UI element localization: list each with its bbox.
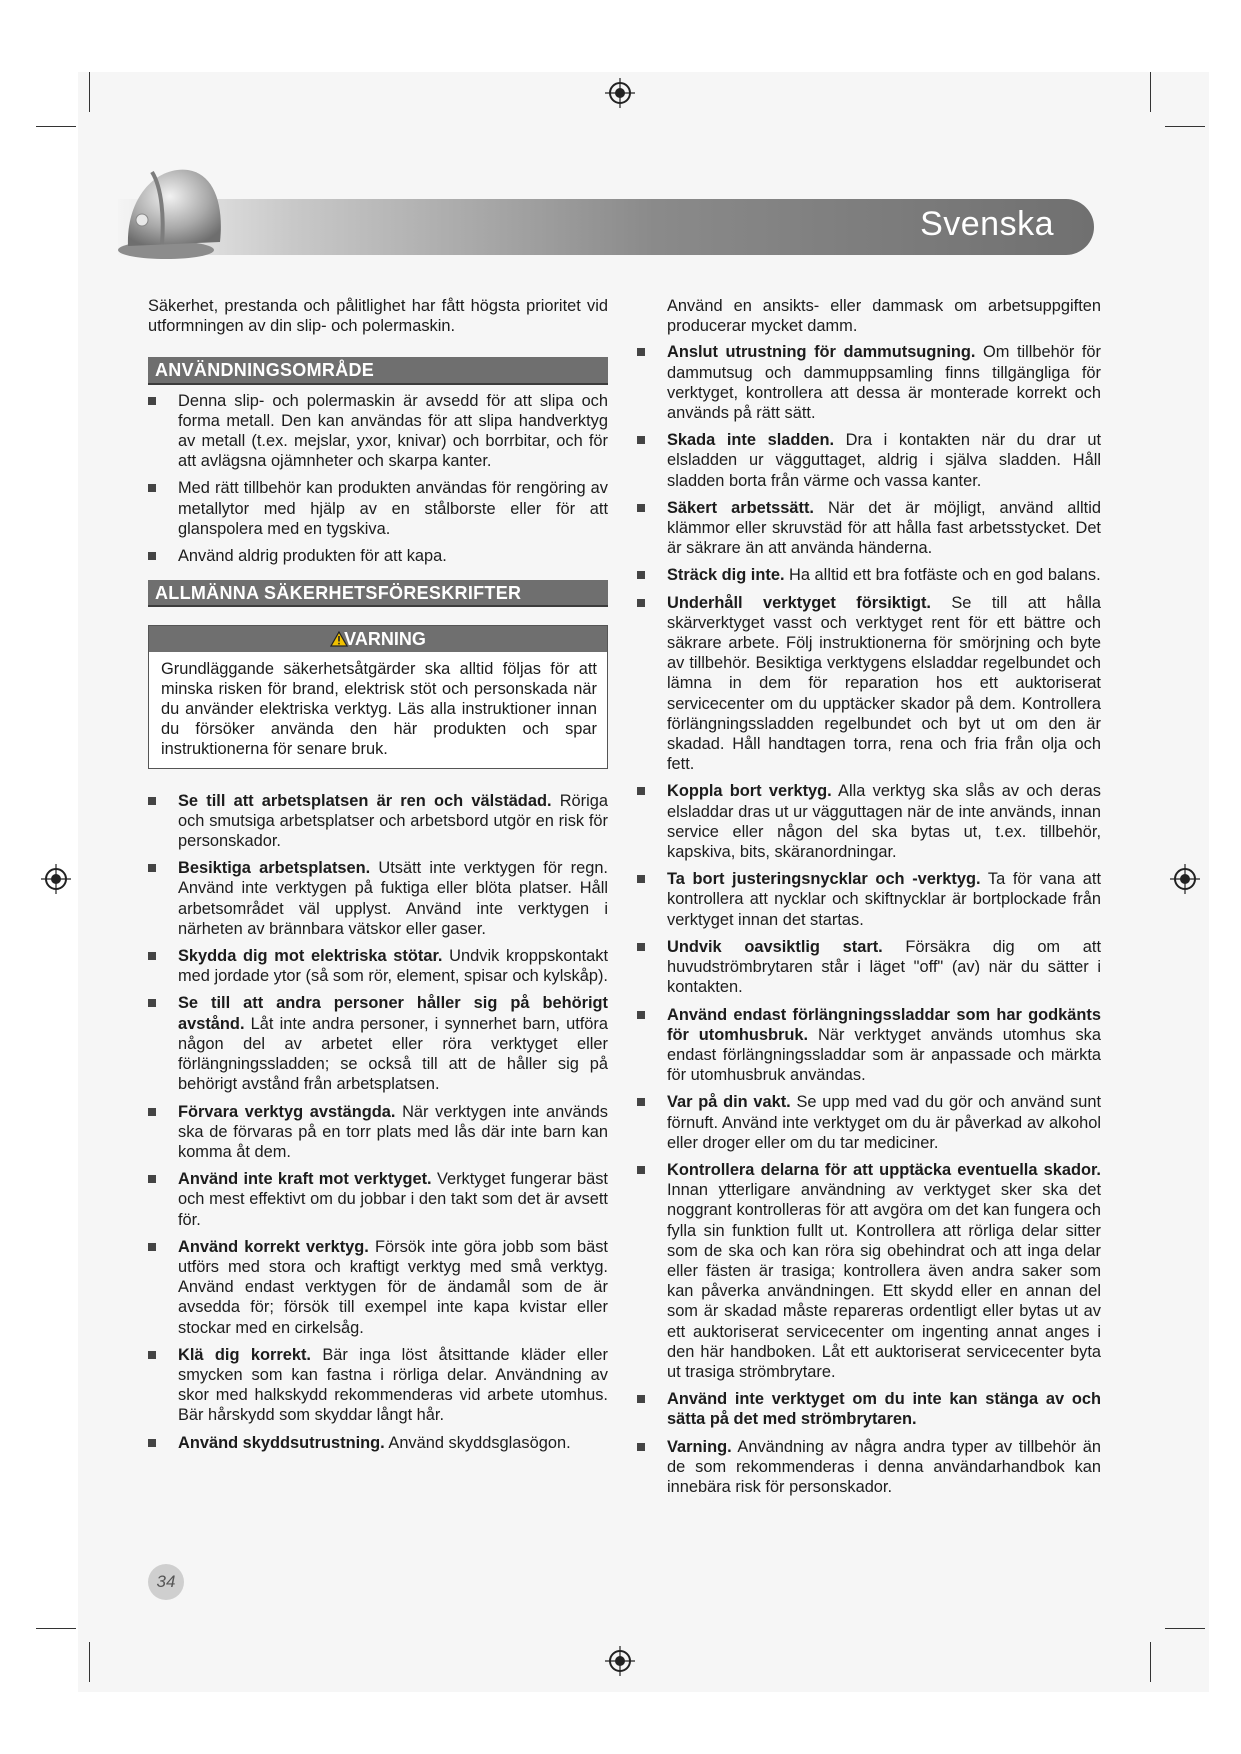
bullet-icon bbox=[637, 1443, 645, 1451]
bullet-icon bbox=[148, 999, 156, 1007]
list-item bbox=[148, 391, 608, 472]
item-lead: Använd endast förlängningssladdar som har godkänts för utomhusbruk. bbox=[667, 1005, 1101, 1044]
list-item-text: Använd aldrig produkten för att kapa. bbox=[178, 547, 447, 566]
list-item bbox=[637, 781, 1101, 862]
list-item bbox=[637, 937, 1101, 998]
item-lead: Klä dig korrekt. bbox=[178, 1345, 311, 1364]
list-item-text: Denna slip- och polermaskin är avsedd för att slipa och forma metall. Den kan användas för att slipa handverktyg av metall (t.ex. mejslar, yxor, knivar) och borrbitar, och för att avlägsna ojämnheter och skarpa kanter. bbox=[178, 391, 608, 471]
registration-mark-icon bbox=[603, 76, 637, 110]
safety-list-left bbox=[148, 791, 608, 1453]
registration-mark-icon bbox=[39, 862, 73, 896]
list-item bbox=[148, 1237, 608, 1338]
item-lead: Kontrollera delarna för att upptäcka eventuella skador. bbox=[667, 1160, 1101, 1179]
list-item bbox=[148, 791, 608, 852]
bullet-icon bbox=[148, 1351, 156, 1359]
list-item bbox=[637, 498, 1101, 559]
item-text: Innan ytterligare användning av verktyget sker ska det noggrant kontrolleras för att avgöra om det kan fungera och fylla sin funktion fullt ut. Kontrollera att rörliga delar sitter som de ska och kan röra sig obehindrat och att inga delar eller fästen är trasiga; kontrollera även andra saker som kan påverka användningen. Ett skydd eller en annan del som är skadad måste repareras ordentligt eller bytas ut av ett auktoriserat servicecenter om ingenting annat anges i den här handboken. Låt ett auktoriserat servicecenter byta ut trasiga strömbrytare. bbox=[667, 1181, 1101, 1381]
item-text: Undvik kroppskontakt med jordade ytor (så som rör, element, spisar och kylskåp). bbox=[178, 947, 609, 986]
item-lead: Se till att arbetsplatsen är ren och välstädad. bbox=[178, 791, 552, 810]
item-text: Se till att hålla skärverktyget vasst och verktyget rent för ett bättre och säkrare arbete. Följ instruktionerna för smörjning och byte av tillbehör. Besiktiga verktygens elsladdar regelbundet och lämna in dem för reparation hos ett auktoriserat servicecenter om du upptäcker skador på dem. Kontrollera förlängningssladden regelbundet och byt ut om den är skadad. Håll handtagen torra, rena och fria från olja och fett. bbox=[667, 593, 1101, 774]
bullet-icon bbox=[148, 397, 156, 405]
item-text: Se upp med vad du gör och använd sunt förnuft. Använd inte verktyget om du är påverkad av alkohol eller droger eller om du tar mediciner. bbox=[667, 1093, 1102, 1152]
bullet-icon bbox=[148, 1243, 156, 1251]
list-item bbox=[148, 946, 608, 986]
item-text: När verktyget används utomhus ska endast förlängningssladdar som är anpassade och märkta för utomhusbruk användas. bbox=[667, 1025, 1101, 1085]
bullet-icon bbox=[148, 1108, 156, 1116]
bullet-icon bbox=[148, 1175, 156, 1183]
list-item bbox=[148, 1433, 608, 1453]
item-text: Röriga och smutsiga arbetsplatser och arbetsbord utgör en risk för personskador. bbox=[178, 791, 609, 851]
bullet-icon bbox=[148, 484, 156, 492]
item-lead: Skada inte sladden. bbox=[667, 431, 835, 450]
list-item bbox=[148, 1169, 608, 1230]
item-text: Dra i kontakten när du drar ut elsladden ur vägguttaget, aldrig i själva sladden. Håll sladden borta från värme och vassa kanter. bbox=[667, 431, 1102, 490]
item-text: Verktyget fungerar bäst och mest effektivt om du jobbar i den takt som det är avsett för. bbox=[178, 1170, 608, 1229]
crop-mark bbox=[1165, 1628, 1205, 1629]
item-text: Försäkra dig om att huvudströmbrytaren står i läget "off" (av) när du sätter i kontakten. bbox=[667, 937, 1101, 997]
list-item bbox=[637, 430, 1101, 491]
list-item bbox=[148, 858, 608, 939]
bullet-icon bbox=[637, 1395, 645, 1403]
item-text: Ha alltid ett bra fotfäste och en god balans. bbox=[784, 566, 1101, 585]
crop-mark bbox=[36, 1628, 76, 1629]
bullet-icon bbox=[637, 504, 645, 512]
bullet-icon bbox=[637, 348, 645, 356]
item-lead: Ta bort justeringsnycklar och -verktyg. bbox=[667, 870, 981, 889]
item-text: Användning av några andra typer av tillbehör än de som rekommenderas i denna användarhandbok kan innebära risk för personskador. bbox=[667, 1437, 1101, 1496]
list-item bbox=[148, 478, 608, 539]
crop-mark bbox=[89, 72, 90, 112]
item-lead: Använd inte verktyget om du inte kan stänga av och sätta på det med strömbrytaren. bbox=[667, 1390, 1101, 1429]
item-lead: Skydda dig mot elektriska stötar. bbox=[178, 947, 443, 966]
list-item bbox=[148, 546, 608, 566]
list-item bbox=[637, 1160, 1101, 1382]
bullet-icon bbox=[637, 875, 645, 883]
item-lead: Var på din vakt. bbox=[667, 1093, 791, 1112]
intro-paragraph: Säkerhet, prestanda och pålitlighet har fått högsta prioritet vid utformningen av din slip- och polermaskin. bbox=[148, 297, 608, 336]
item-text: Utsätt inte verktygen för regn. Använd inte verktygen på fuktiga eller blöta platser. Håll arbetsområdet väl upplyst. Använd inte verktygen i närheten av brännbara vätskor eller gaser. bbox=[178, 859, 608, 938]
bullet-icon bbox=[637, 436, 645, 444]
usage-list bbox=[148, 391, 608, 567]
item-text: Bär inga löst åtsittande kläder eller smycken som kan fastna i rörliga delar. Användning av skor med halkskydd rekommenderas vid arbete utomhus. Bär hårskydd som skyddar långt hår. bbox=[178, 1345, 608, 1425]
item-lead: Undvik oavsiktlig start. bbox=[667, 937, 883, 956]
registration-mark-icon bbox=[1168, 862, 1202, 896]
item-lead: Varning. bbox=[667, 1437, 732, 1456]
item-text: När verktygen inte används ska de förvaras på en torr plats med lås där inte barn kan komma åt dem. bbox=[178, 1102, 608, 1161]
bullet-icon bbox=[148, 552, 156, 560]
bullet-icon bbox=[148, 864, 156, 872]
crop-mark bbox=[89, 1642, 90, 1682]
list-item bbox=[637, 342, 1101, 423]
list-item bbox=[637, 1389, 1101, 1429]
crop-mark bbox=[1150, 72, 1151, 112]
language-title: Svenska bbox=[920, 205, 1054, 243]
list-item bbox=[148, 1102, 608, 1163]
list-item bbox=[637, 1437, 1101, 1498]
bullet-icon bbox=[637, 599, 645, 607]
item-lead: Besiktiga arbetsplatsen. bbox=[178, 859, 371, 878]
warning-title: VARNING bbox=[344, 629, 426, 650]
safety-heading: ALLMÄNNA SÄKERHETSFÖRESKRIFTER bbox=[148, 580, 608, 607]
item-text: När det är möjligt, använd alltid klämmor eller skruvstäd för att hålla fast arbetsstycket. Det är säkrare än att använda händerna. bbox=[667, 498, 1101, 558]
list-item bbox=[148, 1345, 608, 1426]
item-text: Ta för vana att kontrollera att nycklar och skiftnycklar är bortplockade från verktyget innan det startas. bbox=[667, 870, 1101, 929]
item-lead: Anslut utrustning för dammutsugning. bbox=[667, 343, 976, 362]
item-text: Använd skyddsglasögon. bbox=[384, 1433, 571, 1452]
right-column bbox=[667, 296, 1101, 1504]
item-lead: Koppla bort verktyg. bbox=[667, 782, 832, 801]
item-lead: Använd korrekt verktyg. bbox=[178, 1237, 369, 1256]
warning-title-bar bbox=[149, 626, 607, 651]
language-banner bbox=[118, 199, 1094, 255]
list-item bbox=[148, 993, 608, 1094]
bullet-icon bbox=[637, 571, 645, 579]
usage-heading: ANVÄNDNINGSOMRÅDE bbox=[148, 357, 608, 384]
bullet-icon bbox=[148, 1439, 156, 1447]
item-text: Låt inte andra personer, i synnerhet barn, utföra någon del av arbetet eller röra verktyget eller förlängningssladden; se också till att de håller sig på behörigt avstånd från arbetsplatsen. bbox=[178, 1014, 608, 1094]
bullet-icon bbox=[637, 1166, 645, 1174]
crop-mark bbox=[36, 126, 76, 127]
crop-mark bbox=[1150, 1642, 1151, 1682]
item-lead: Se till att andra personer håller sig på behörigt avstånd. bbox=[178, 994, 608, 1033]
bullet-icon bbox=[637, 787, 645, 795]
item-lead: Sträck dig inte. bbox=[667, 566, 785, 585]
bullet-icon bbox=[148, 952, 156, 960]
registration-mark-icon bbox=[603, 1644, 637, 1678]
item-lead: Säkert arbetssätt. bbox=[667, 498, 814, 517]
crop-mark bbox=[1165, 126, 1205, 127]
bullet-icon bbox=[637, 1098, 645, 1106]
item-text: Försök inte göra jobb som bäst utförs med stora och kraftigt verktyg med små verktyg. Använd endast verktygen för de ändamål som de är avsedda för; försök till exempel inte kapa kvistar eller stockar med en cirkelsåg. bbox=[178, 1237, 608, 1337]
item-lead: Använd skyddsutrustning. bbox=[178, 1433, 385, 1452]
list-item bbox=[637, 593, 1101, 775]
list-item bbox=[637, 565, 1101, 585]
item-text: Alla verktyg ska slås av och deras elsladdar dras ut ur vägguttagen när de inte används, innan service eller någon del ska bytas ut, t.ex. tillbehör, kapskiva, bits, skäranordningar. bbox=[667, 782, 1101, 862]
page-number: 34 bbox=[148, 1564, 184, 1600]
safety-helmet-icon bbox=[116, 158, 228, 262]
item-lead: Förvara verktyg avstängda. bbox=[178, 1102, 396, 1121]
list-item bbox=[637, 1005, 1101, 1086]
safety-list-right bbox=[637, 342, 1101, 1497]
warning-text: Grundläggande säkerhetsåtgärder ska alltid följas för att minska risken för brand, elektrisk stöt och personskada när du använder elektriska verktyg. Läs alla instruktioner innan du försöker använda den här produkten och spar instruktionerna för senare bruk. bbox=[161, 659, 597, 759]
warning-box bbox=[148, 625, 608, 768]
list-item bbox=[637, 1092, 1101, 1153]
list-item bbox=[637, 869, 1101, 930]
bullet-icon bbox=[148, 797, 156, 805]
dust-mask-paragraph: Använd en ansikts- eller dammask om arbetsuppgiften producerar mycket damm. bbox=[667, 297, 1101, 336]
item-lead: Använd inte kraft mot verktyget. bbox=[178, 1170, 432, 1189]
bullet-icon bbox=[637, 943, 645, 951]
left-column bbox=[148, 296, 608, 1460]
item-lead: Underhåll verktyget försiktigt. bbox=[667, 593, 931, 612]
item-text: Om tillbehör för dammutsug och dammuppsamling finns tillgängliga för verktyget, kontrollera att dessa är monterade korrekt och används på rätt sätt. bbox=[667, 343, 1101, 423]
list-item-text: Med rätt tillbehör kan produkten användas för rengöring av metallytor med hjälp av en stålborste eller för att glanspolera med en tygskiva. bbox=[178, 479, 608, 538]
bullet-icon bbox=[637, 1011, 645, 1019]
